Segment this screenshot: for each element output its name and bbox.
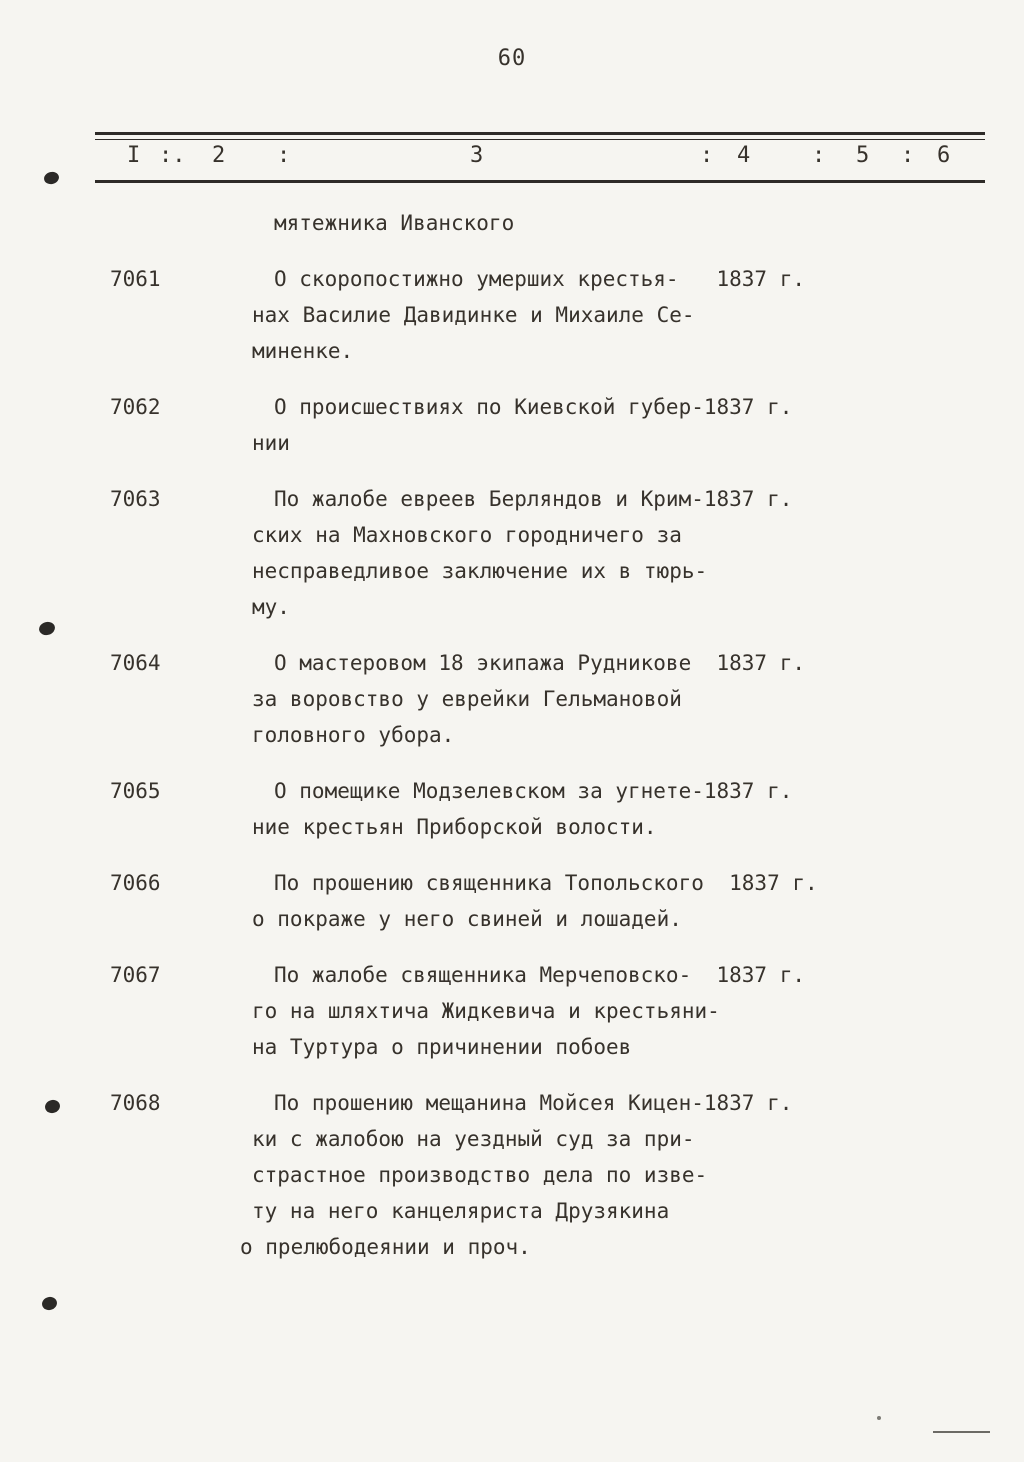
header-rule-bottom	[95, 180, 985, 183]
entry-row	[0, 865, 1024, 937]
column-separator: :	[812, 143, 826, 168]
entry-row	[0, 645, 1024, 753]
column-label-4: 4	[737, 143, 751, 168]
entry-text	[240, 1085, 1024, 1265]
entry-row	[0, 261, 1024, 369]
column-separator: :	[700, 143, 714, 168]
entry-line: ских на Махновского городничего за	[252, 523, 682, 547]
entry-number: 7065	[110, 779, 161, 803]
entry-row	[0, 773, 1024, 845]
entry-line: По жалобе священника Мерчеповско- 1837 г.	[274, 963, 806, 987]
entry-line: По жалобе евреев Берляндов и Крим-1837 г.	[274, 487, 793, 511]
entry-row	[0, 481, 1024, 625]
entry-line: По прошению мещанина Мойсея Кицен-1837 г.	[274, 1091, 793, 1115]
column-label-5: 5	[856, 143, 870, 168]
entry-line: ние крестьян Приборской волости.	[252, 815, 657, 839]
entry-number: 7068	[110, 1091, 161, 1115]
paper-speck	[877, 1416, 881, 1420]
entries-list	[0, 205, 1024, 1285]
column-label-6: 6	[937, 143, 951, 168]
entry-line: ки с жалобою на уездный суд за при-	[252, 1127, 695, 1151]
entry-number: 7067	[110, 963, 161, 987]
bottom-rule-fragment	[933, 1431, 990, 1433]
entry-number: 7061	[110, 267, 161, 291]
column-label-1: I	[127, 143, 141, 168]
entry-line: го на шляхтича Жидкевича и крестьяни-	[252, 999, 720, 1023]
entry-line: о покраже у него свиней и лошадей.	[252, 907, 682, 931]
entry-line: О происшествиях по Киевской губер-1837 г.	[274, 395, 793, 419]
entry-text	[252, 773, 1024, 845]
entry-text	[252, 481, 1024, 625]
ink-blot-icon	[41, 1295, 59, 1311]
column-label-2: 2	[212, 143, 226, 168]
entry-line: страстное производство дела по изве-	[252, 1163, 708, 1187]
entry-line: нах Василие Давидинке и Михаиле Се-	[252, 303, 695, 327]
entry-line: По прошению священника Топольского 1837 г.	[274, 871, 818, 895]
entry-number: 7066	[110, 871, 161, 895]
entry-text	[252, 645, 1024, 753]
column-separator: :.	[159, 143, 186, 168]
column-label-3: 3	[470, 143, 484, 168]
entry-line: на Туртура о причинении побоев	[252, 1035, 632, 1059]
entry-line: за воровство у еврейки Гельмановой	[252, 687, 682, 711]
entry-line: О мастеровом 18 экипажа Рудникове 1837 г.	[274, 651, 806, 675]
page-number: 60	[497, 46, 527, 71]
entry-line: миненке.	[252, 339, 354, 363]
entry-row	[0, 1085, 1024, 1265]
entry-number: 7062	[110, 395, 161, 419]
entry-number: 7064	[110, 651, 161, 675]
entry-line: о прелюбодеянии и проч.	[240, 1235, 531, 1259]
entry-line: нии	[252, 431, 290, 455]
entry-line: несправедливое заключение их в тюрь-	[252, 559, 708, 583]
column-separator: :	[901, 143, 915, 168]
entry-line: мятежника Иванского	[274, 211, 515, 235]
entry-line: головного убора.	[252, 723, 455, 747]
entry-line: ту на него канцеляриста Друзякина	[252, 1199, 670, 1223]
entry-row	[0, 389, 1024, 461]
header-rule-top	[95, 132, 985, 140]
entry-text	[252, 957, 1024, 1065]
entry-row	[0, 205, 1024, 241]
entry-number: 7063	[110, 487, 161, 511]
entry-line: О скоропостижно умерших крестья- 1837 г.	[274, 267, 806, 291]
entry-line: О помещике Модзелевском за угнете-1837 г.	[274, 779, 793, 803]
entry-text	[252, 865, 1024, 937]
column-separator: :	[277, 143, 291, 168]
table-header	[0, 141, 1024, 179]
entry-row	[0, 957, 1024, 1065]
entry-text	[252, 261, 1024, 369]
entry-line: му.	[252, 595, 290, 619]
entry-text	[252, 205, 1024, 241]
entry-text	[252, 389, 1024, 461]
